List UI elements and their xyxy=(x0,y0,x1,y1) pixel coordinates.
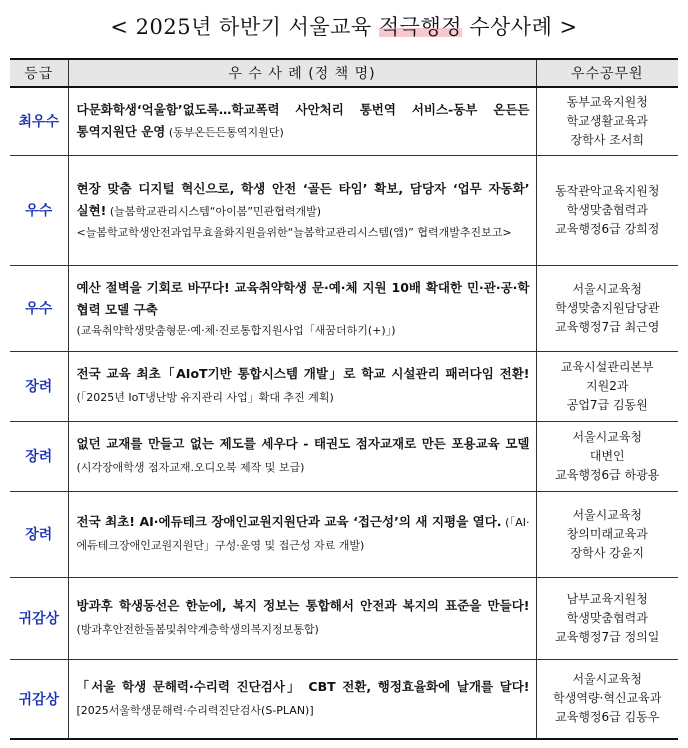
official-name: 공업7급 김동원 xyxy=(566,397,648,412)
official-cell xyxy=(536,351,678,421)
official-cell xyxy=(536,659,678,739)
policy-cell xyxy=(68,491,536,577)
header-grade: 등급 xyxy=(10,59,68,87)
policy-cell xyxy=(68,659,536,739)
policy-title: 현장 맞춤 디지털 혁신으로, 학생 안전 ‘골든 타임’ 확보, 담당자 ‘업무 자동화’ 실현! xyxy=(76,181,530,218)
policy-note: (동부온든든통역지원단) xyxy=(165,125,284,139)
table-row xyxy=(10,577,678,659)
policy-note: (늘봄학교관리시스템“아이봄”민관협력개발) xyxy=(106,205,322,218)
header-official: 우수공무원 xyxy=(536,59,678,87)
grade-cell: 우수 xyxy=(10,155,68,265)
table-header-row xyxy=(10,59,678,87)
policy-title: 다문화학생‘억울함’없도록…학교폭력 사안처리 통번역 서비스-동부 온든든 통역지원단 운영 xyxy=(76,101,530,139)
official-office: 서울시교육청 xyxy=(572,281,643,296)
official-cell xyxy=(536,577,678,659)
official-name: 교육행정6급 김동우 xyxy=(555,710,660,725)
policy-detail: (교육취약학생맞춤형문·예·체·진로통합지원사업「새꿈더하기(+)」) xyxy=(76,323,396,337)
policy-cell xyxy=(68,265,536,351)
official-cell xyxy=(536,421,678,491)
title-highlight: 적극행정 xyxy=(378,15,463,39)
official-department: 지원2과 xyxy=(586,378,629,393)
policy-cell xyxy=(68,577,536,659)
official-department: 창의미래교육과 xyxy=(566,526,648,541)
policy-note: (「2025년 IoT냉난방 유지관리 사업」확대 추진 계획) xyxy=(76,391,334,404)
policy-title: 방과후 학생동선은 한눈에, 복지 정보는 통합해서 안전과 복지의 표준을 만들다! xyxy=(76,598,530,613)
official-name: 교육행정6급 하광용 xyxy=(555,467,660,482)
policy-note: (방과후안전한돌봄및취약계층학생의복지정보통합) xyxy=(76,623,319,636)
policy-title: 전국 교육 최초「AIoT기반 통합시스템 개발」로 학교 시설관리 패러다임 전환! xyxy=(76,366,530,381)
grade-cell: 귀감상 xyxy=(10,577,68,659)
policy-cell xyxy=(68,155,536,265)
official-name: 교육행정6급 강희정 xyxy=(555,221,660,236)
table-row xyxy=(10,265,678,351)
page-title xyxy=(0,10,688,44)
official-office: 교육시설관리본부 xyxy=(560,359,654,374)
official-name: 교육행정7급 최근영 xyxy=(555,319,660,334)
grade-cell: 우수 xyxy=(10,265,68,351)
table-row xyxy=(10,155,678,265)
title-suffix: 수상사례 > xyxy=(462,15,578,39)
table-row xyxy=(10,659,678,739)
official-department: 학생맞춤협력과 xyxy=(566,610,648,625)
grade-cell: 장려 xyxy=(10,351,68,421)
grade-cell: 장려 xyxy=(10,491,68,577)
title-prefix: < 2025년 하반기 서울교육 xyxy=(110,15,379,39)
awards-table xyxy=(10,58,678,740)
official-cell xyxy=(536,491,678,577)
official-office: 서울시교육청 xyxy=(572,429,643,444)
official-department: 학생맞춤지원담당관 xyxy=(555,300,660,315)
official-name: 장학사 조서희 xyxy=(570,132,644,147)
official-name: 장학사 강윤지 xyxy=(570,545,644,560)
official-department: 학교생활교육과 xyxy=(566,113,648,128)
official-office: 서울시교육청 xyxy=(572,672,643,687)
policy-title: 전국 최초! AI·에듀테크 장애인교원지원단과 교육 ‘접근성’의 새 지평을 열다. xyxy=(76,514,502,529)
official-cell xyxy=(536,155,678,265)
table-row xyxy=(10,491,678,577)
policy-cell xyxy=(68,87,536,155)
official-cell xyxy=(536,87,678,155)
grade-cell: 귀감상 xyxy=(10,659,68,739)
grade-cell: 최우수 xyxy=(10,87,68,155)
official-office: 서울시교육청 xyxy=(572,507,643,522)
official-department: 대변인 xyxy=(589,448,625,463)
policy-note: (시각장애학생 점자교재.오디오북 제작 및 보급) xyxy=(76,461,305,474)
policy-note: [2025서울학생문해력·수리력진단검사(S-PLAN)] xyxy=(76,703,314,717)
policy-note: (「AI·에듀테크장애인교원지원단」구성·운영 및 접근성 자료 개발) xyxy=(76,516,530,552)
table-row xyxy=(10,351,678,421)
official-name: 교육행정7급 정의일 xyxy=(555,629,660,644)
grade-cell: 장려 xyxy=(10,421,68,491)
table-row xyxy=(10,87,678,155)
table-row xyxy=(10,421,678,491)
official-office: 남부교육지원청 xyxy=(566,591,648,606)
official-department: 학생역량·혁신교육과 xyxy=(553,691,662,706)
policy-title: 없던 교재를 만들고 없는 제도를 세우다 - 태권도 점자교재로 만든 포용교육 모델 xyxy=(76,436,530,451)
official-office: 동부교육지원청 xyxy=(566,94,648,109)
policy-cell xyxy=(68,351,536,421)
policy-detail: <늘봄학교학생안전과업무효율화지원을위한“늘봄학교관리시스템(앱)” 협력개발추진보고> xyxy=(76,226,512,239)
policy-title: 「서울 학생 문해력·수리력 진단검사」 CBT 전환, 행정효율화에 날개를 달다! xyxy=(76,678,530,694)
policy-cell xyxy=(68,421,536,491)
official-cell xyxy=(536,265,678,351)
policy-title: 예산 절벽을 기회로 바꾸다! 교육취약학생 문·예·체 지원 10배 확대한 민·관·공·학 협력 모델 구축 xyxy=(76,279,530,317)
header-policy: 우 수 사 례 (정 책 명) xyxy=(68,59,536,87)
official-department: 학생맞춤협력과 xyxy=(566,202,648,217)
official-office: 동작관악교육지원청 xyxy=(555,183,660,198)
